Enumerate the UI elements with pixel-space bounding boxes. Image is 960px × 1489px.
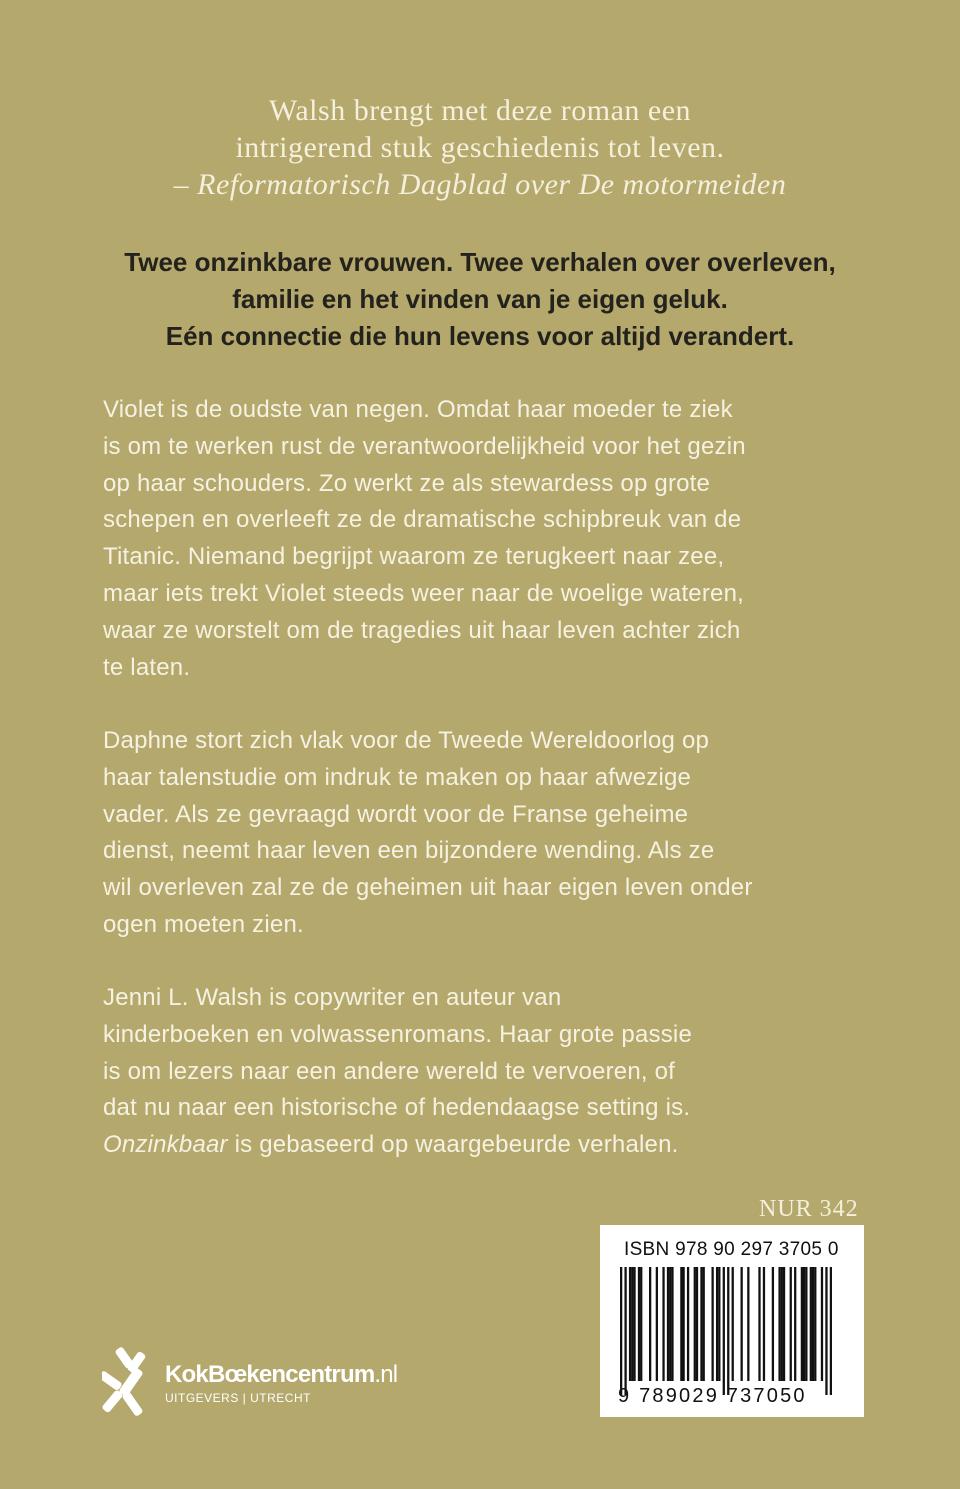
barcode-box	[600, 1225, 864, 1417]
barcode-bar	[747, 1267, 749, 1381]
paragraph-line: op haar schouders. Zo werkt ze als stewardess op grote	[103, 469, 711, 497]
barcode-bar	[758, 1267, 760, 1381]
barcode-bar	[763, 1267, 765, 1381]
barcode-bar	[649, 1267, 651, 1381]
barcode-bar	[687, 1267, 689, 1381]
barcode-bar	[790, 1267, 792, 1381]
tagline	[0, 244, 960, 355]
publisher-name	[165, 1361, 397, 1389]
review-quote	[0, 92, 960, 203]
paragraph-line: is om lezers naar een andere wereld te vervoeren, of	[103, 1057, 676, 1085]
paragraph-line: haar talenstudie om indruk te maken op haar afwezige	[103, 763, 692, 791]
paragraph-line: is om te werken rust de verantwoordelijkheid voor het gezin	[103, 432, 746, 460]
barcode-bar	[633, 1267, 635, 1381]
paragraph-line: dat nu naar een historische of hedendaagse setting is.	[103, 1094, 691, 1122]
barcode-bar	[700, 1267, 702, 1381]
barcode-bar	[694, 1267, 696, 1381]
paragraph-line: wil overleven zal ze de geheimen uit haar eigen leven onder	[103, 874, 753, 902]
quote-attribution: – Reformatorisch Dagblad over De motormeiden	[173, 168, 787, 201]
quote-line: Walsh brengt met deze roman een	[268, 94, 692, 127]
paragraph-line: Titanic. Niemand begrijpt waarom ze terugkeert naar zee,	[103, 543, 725, 571]
barcode-bar	[631, 1267, 633, 1381]
barcode-bar	[772, 1267, 774, 1381]
publisher-logo-icon	[102, 1345, 152, 1420]
paragraph-line: Violet is de oudste van negen. Omdat haar moeder te ziek	[103, 396, 733, 423]
publisher-logo-block	[102, 1345, 462, 1420]
barcode-bar	[718, 1267, 720, 1381]
barcode-bar	[801, 1267, 803, 1381]
barcode-bar	[732, 1267, 734, 1381]
isbn-label: ISBN 978 90 297 3705 0	[624, 1239, 839, 1260]
paragraph-line	[103, 1127, 883, 1164]
tagline-line: Twee onzinkbare vrouwen. Twee verhalen over overleven,	[124, 247, 836, 277]
barcode-bar	[640, 1267, 642, 1381]
nur-code: NUR 342	[759, 1196, 859, 1222]
barcode-bar	[778, 1267, 780, 1381]
paragraph-line: waar ze worstelt om de tragedies uit haar leven achter zich	[103, 616, 741, 644]
barcode-guard-bar	[723, 1267, 725, 1395]
barcode-bar	[716, 1267, 718, 1381]
paragraph-daphne	[103, 723, 883, 944]
barcode-bar	[814, 1267, 816, 1381]
paragraph-line: dienst, neemt haar leven een bijzondere wending. Als ze	[103, 837, 715, 865]
barcode-bar	[810, 1267, 812, 1381]
barcode-digits: 9 789029 737050	[618, 1385, 807, 1407]
barcode-guard-bar	[620, 1267, 622, 1395]
barcode-guard-bar	[825, 1267, 827, 1395]
barcode-bar	[703, 1267, 705, 1381]
book-title: Onzinkbaar	[103, 1131, 228, 1159]
publisher-name-tld: .nl	[374, 1361, 398, 1388]
paragraph-line: schepen en overleeft ze de dramatische schipbreuk van de	[103, 506, 742, 534]
barcode-bar	[781, 1267, 783, 1381]
barcode-bar	[671, 1267, 673, 1381]
publisher-subtitle: UITGEVERS | UTRECHT	[165, 1391, 311, 1405]
barcode	[620, 1267, 832, 1395]
paragraph-violet	[103, 392, 883, 686]
barcode-bar	[741, 1267, 743, 1381]
paragraph-line: ogen moeten zien.	[103, 910, 304, 938]
barcode-bar	[680, 1267, 682, 1381]
barcode-guard-bar	[830, 1267, 832, 1395]
barcode-bar	[783, 1267, 785, 1381]
publisher-name-main: KokBœkencentrum	[165, 1361, 375, 1388]
quote-line: intrigerend stuk geschiedenis tot leven.	[235, 131, 725, 164]
paragraph-line: vader. Als ze gevraagd wordt voor de Franse geheime	[103, 800, 689, 828]
barcode-bar	[667, 1267, 669, 1381]
paragraph-line: maar iets trekt Violet steeds weer naar de woelige wateren,	[103, 579, 745, 607]
barcode-bar	[682, 1267, 684, 1381]
barcode-bar	[656, 1267, 658, 1381]
barcode-bar	[662, 1267, 664, 1381]
barcode-bar	[669, 1267, 671, 1381]
barcode-bar	[805, 1267, 807, 1381]
paragraph-line: Daphne stort zich vlak voor de Tweede Wereldoorlog op	[103, 727, 710, 754]
barcode-bar	[629, 1267, 631, 1381]
tagline-line: familie en het vinden van je eigen geluk.	[232, 284, 728, 314]
tagline-line: Eén connectie die hun levens voor altijd verandert.	[165, 321, 795, 351]
barcode-guard-bar	[624, 1267, 626, 1395]
barcode-bar	[812, 1267, 814, 1381]
barcode-bar	[794, 1267, 796, 1381]
paragraph-line: Jenni L. Walsh is copywriter en auteur van	[103, 984, 562, 1011]
barcode-bar	[696, 1267, 698, 1381]
paragraph-line: kinderboeken en volwassenromans. Haar grote passie	[103, 1020, 692, 1048]
paragraph-line: te laten.	[103, 653, 191, 681]
paragraph-author	[103, 980, 883, 1164]
barcode-guard-bar	[727, 1267, 729, 1395]
barcode-bar	[821, 1267, 823, 1381]
paragraph-line-rest: is gebaseerd op waargebeurde verhalen.	[227, 1131, 679, 1159]
barcode-bar	[711, 1267, 713, 1381]
barcode-bar	[638, 1267, 640, 1381]
barcode-bar	[803, 1267, 805, 1381]
